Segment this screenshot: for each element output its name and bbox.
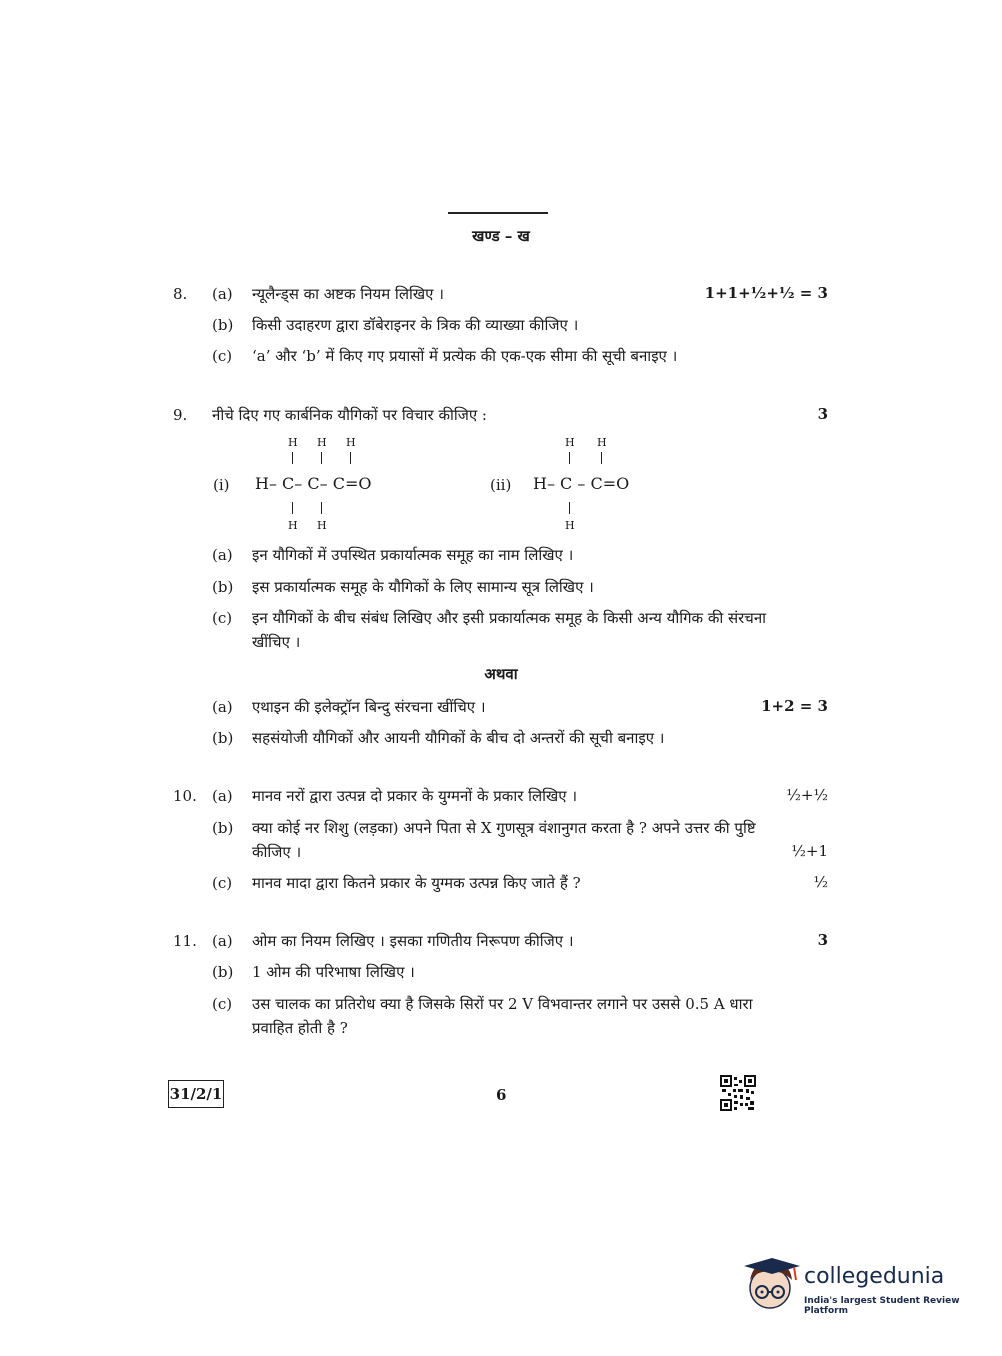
bond-line	[350, 452, 351, 464]
bond-line	[321, 502, 322, 514]
formula-text: H– C– C– C=O	[255, 474, 372, 493]
part-text: मानव मादा द्वारा कितने प्रकार के युग्मक उत्पन्न किए जाते हैं ?	[252, 874, 581, 892]
bond-line	[292, 502, 293, 514]
part-label: (b)	[212, 819, 234, 837]
part-text-continued: खींचिए ।	[252, 633, 301, 651]
bond-line	[292, 452, 293, 464]
part-text: क्या कोई नर शिशु (लड़का) अपने पिता से X गुणसूत्र वंशानुगत करता है ? अपने उत्तर की पुष्टि	[252, 819, 756, 837]
marks: ½+1	[791, 842, 828, 860]
or-label: अथवा	[484, 665, 518, 683]
part-label: (b)	[212, 963, 234, 981]
hydrogen-atom: H	[597, 436, 607, 449]
part-text: किसी उदाहरण द्वारा डॉबेराइनर के त्रिक की व्याख्या कीजिए ।	[252, 316, 579, 334]
part-label: (b)	[212, 578, 234, 596]
part-label: (c)	[212, 874, 233, 892]
bond-line	[569, 452, 570, 464]
question-number: 8.	[173, 285, 188, 303]
part-text-continued: कीजिए ।	[252, 843, 302, 861]
part-label: (a)	[212, 932, 233, 950]
part-text: 1 ओम की परिभाषा लिखिए ।	[252, 963, 415, 981]
section-rule	[448, 212, 548, 214]
marks: 1+2 = 3	[761, 697, 828, 715]
paper-code: 31/2/1	[168, 1080, 224, 1108]
bond-line	[569, 502, 570, 514]
part-label: (a)	[212, 698, 233, 716]
part-text: इस प्रकार्यात्मक समूह के यौगिकों के लिए सामान्य सूत्र लिखिए ।	[252, 578, 594, 596]
part-text: इन यौगिकों में उपस्थित प्रकार्यात्मक समूह का नाम लिखिए ।	[252, 546, 574, 564]
part-text: ओम का नियम लिखिए । इसका गणितीय निरूपण कीजिए ।	[252, 932, 574, 950]
hydrogen-atom: H	[346, 436, 356, 449]
compound-label: (ii)	[490, 476, 512, 494]
page-number: 6	[496, 1086, 507, 1104]
part-text: एथाइन की इलेक्ट्रॉन बिन्दु संरचना खींचिए ।	[252, 698, 486, 716]
part-label: (a)	[212, 787, 233, 805]
part-text: मानव नरों द्वारा उत्पन्न दो प्रकार के युग्मनों के प्रकार लिखिए ।	[252, 787, 578, 805]
part-label: (a)	[212, 285, 233, 303]
marks: ½+½	[786, 786, 828, 804]
part-label: (b)	[212, 729, 234, 747]
hydrogen-atom: H	[565, 436, 575, 449]
marks: 3	[817, 405, 828, 423]
formula-text: H– C – C=O	[533, 474, 630, 493]
logo-tagline: India's largest Student Review Platform	[804, 1296, 960, 1316]
marks: 3	[817, 931, 828, 949]
section-title: खण्ड – ख	[472, 227, 530, 245]
bond-line	[321, 452, 322, 464]
part-text: न्यूलैन्ड्स का अष्टक नियम लिखिए ।	[252, 285, 444, 303]
logo-brand: collegedunia	[804, 1264, 945, 1289]
part-label: (c)	[212, 609, 233, 627]
part-text-continued: प्रवाहित होती है ?	[252, 1019, 348, 1037]
hydrogen-atom: H	[565, 519, 575, 532]
part-text: सहसंयोजी यौगिकों और आयनी यौगिकों के बीच दो अन्तरों की सूची बनाइए ।	[252, 729, 665, 747]
part-label: (b)	[212, 316, 234, 334]
question-stem: नीचे दिए गए कार्बनिक यौगिकों पर विचार कीजिए :	[212, 406, 487, 424]
compound-label: (i)	[213, 476, 230, 494]
bond-line	[601, 452, 602, 464]
part-text: उस चालक का प्रतिरोध क्या है जिसके सिरों पर 2 V विभवान्तर लगाने पर उससे 0.5 A धारा	[252, 995, 753, 1013]
question-number: 11.	[173, 932, 197, 950]
part-label: (a)	[212, 546, 233, 564]
marks: 1+1+½+½ = 3	[704, 284, 828, 302]
hydrogen-atom: H	[288, 519, 298, 532]
marks: ½	[813, 873, 828, 891]
part-label: (c)	[212, 347, 233, 365]
question-number: 9.	[173, 406, 188, 424]
part-label: (c)	[212, 995, 233, 1013]
qr-code-icon	[720, 1075, 756, 1111]
hydrogen-atom: H	[317, 436, 327, 449]
part-text: इन यौगिकों के बीच संबंध लिखिए और इसी प्रकार्यात्मक समूह के किसी अन्य यौगिक की संरचना	[252, 609, 767, 627]
hydrogen-atom: H	[288, 436, 298, 449]
part-text: ‘a’ और ‘b’ में किए गए प्रयासों में प्रत्येक की एक-एक सीमा की सूची बनाइए ।	[252, 347, 678, 365]
question-number: 10.	[173, 787, 197, 805]
hydrogen-atom: H	[317, 519, 327, 532]
